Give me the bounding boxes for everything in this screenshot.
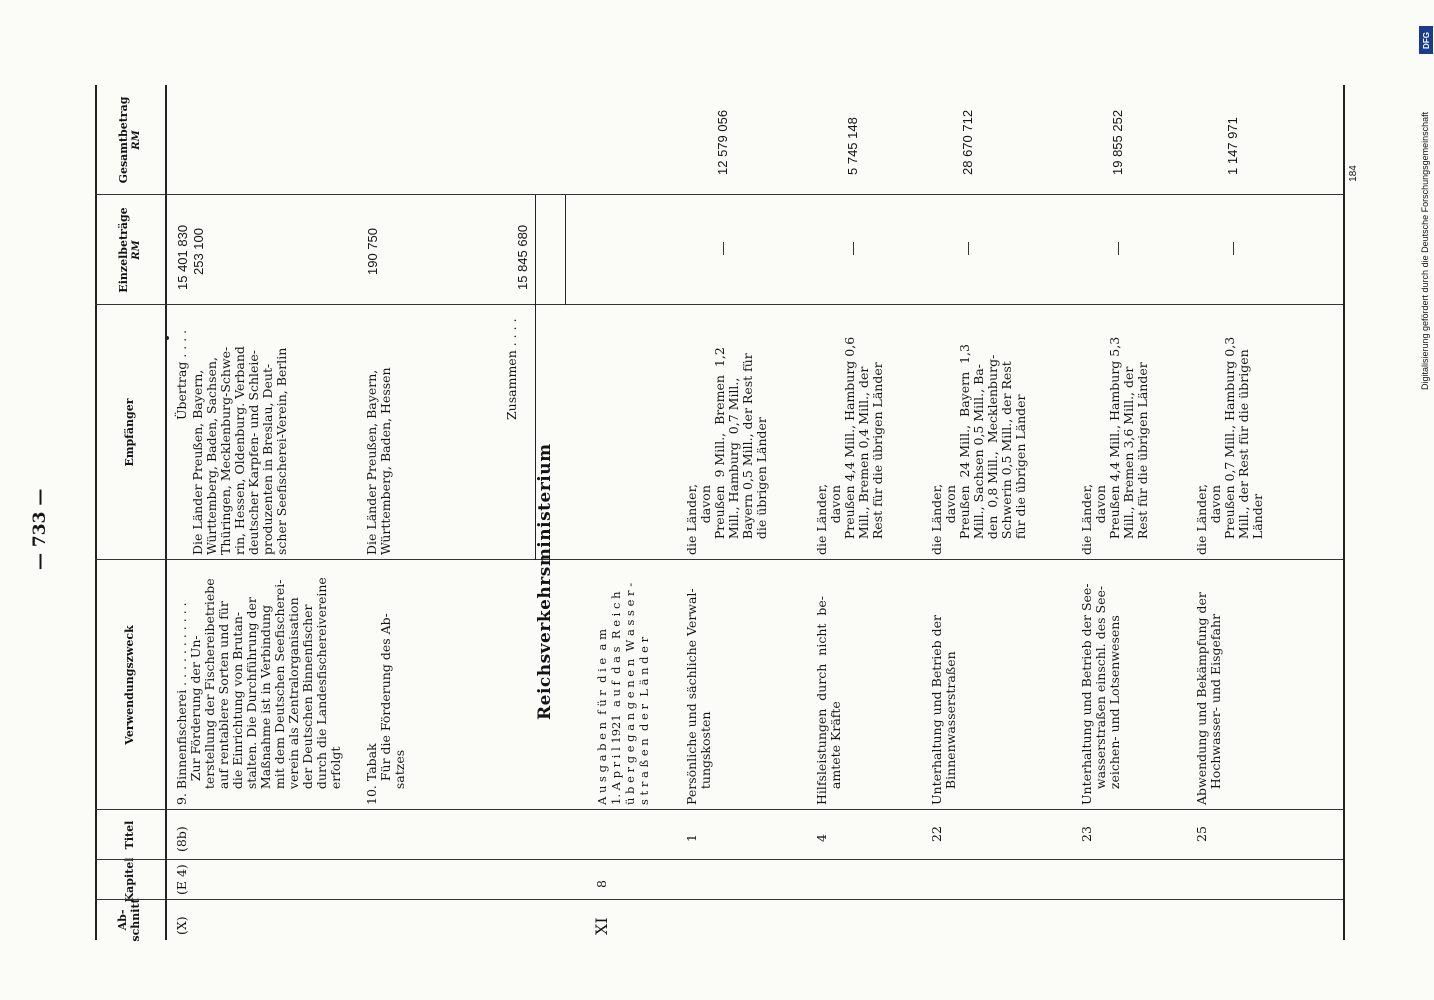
row4-titel: 4 — [814, 834, 829, 842]
row3-empfaenger: die Länder, davon Preußen 9 Mill., Bremen 1,2 Mill., Hamburg 0,7 Mill., Bayern 0,5 Mill., der Rest für die übrigen Länder — [684, 347, 769, 555]
row2-empfaenger: Die Länder Preußen, Bayern, Württemberg, Baden, Hessen — [364, 367, 393, 555]
sum-rule-2 — [565, 195, 566, 305]
row6-empfaenger: die Länder, davon Preußen 4,4 Mill., Hamburg 5,3 Mill., Bremen 3,6 Mill., der Rest für die übrigen Länder — [1079, 336, 1150, 555]
col-rule — [95, 194, 1343, 195]
col-rule — [95, 899, 1343, 900]
ministry-kapitel: 8 — [594, 880, 609, 888]
row1-einzel-2: 253 100 — [191, 228, 206, 275]
row3-titel: 1 — [684, 834, 699, 842]
row7-empfaenger: die Länder, davon Preußen 0,7 Mill., Hamburg 0,3 Mill., der Rest für die übrigen Länder — [1194, 336, 1265, 555]
header-gesamt — [95, 85, 165, 195]
row6-titel: 23 — [1079, 826, 1094, 842]
header-zweck: Verwendungszweck — [122, 625, 136, 745]
row4-einzel: — — [845, 242, 860, 255]
header-rule — [165, 85, 167, 940]
col-rule — [95, 809, 1343, 810]
row4-zweck: Hilfsleistungen durch nicht be- amtete Kräfte — [814, 596, 843, 805]
row6-einzel: — — [1110, 242, 1125, 255]
ministry-zweck: A u s g a b e n f ü r d i e a m 1. A p r i l 1921 a u f d a s R e i c h ü b e r g e g a n g e n e n W a s s e r - s t r a ß e n d e r L ä n d e r — [595, 582, 651, 805]
budget-table — [95, 60, 1395, 940]
row1-titel: (8b) — [174, 826, 189, 852]
row7-titel: 25 — [1194, 826, 1209, 842]
row4-gesamt: 5 745 148 — [845, 117, 860, 175]
top-rule — [95, 85, 97, 940]
row7-zweck: Abwendung und Bekämpfung der Hochwasser- und Eisgefahr — [1194, 592, 1223, 805]
col-rule — [95, 304, 1343, 305]
header-gesamt-unit: RM — [130, 130, 142, 150]
row7-gesamt: 1 147 971 — [1225, 117, 1240, 175]
row1-zweck: 9. Binnenfischerei . . . . . . . . . . . Zur Förderung der Un- terstellung der Fischereibetriebe auf rentablere Sorten und für die Einrichtung von Brutan- stalten. Die Durchführung der Maßnahme ist in Verbindung mit dem Deutschen Seefischerei- verein als Zentralorganisation der Deutschen Binnenfischer durch die Landesfischereivereine erfolgt — [174, 577, 343, 805]
row3-einzel: — — [715, 242, 730, 255]
row2-zweck: 10. Tabak Für die Förderung des Ab- satzes — [364, 613, 407, 805]
row5-einzel: — — [960, 242, 975, 255]
row1-kapitel: (E 4) — [174, 864, 189, 895]
row5-gesamt: 28 670 712 — [960, 109, 975, 175]
row3-gesamt: 12 579 056 — [715, 109, 730, 175]
header-empfaenger: Empfänger — [122, 398, 136, 467]
row1-empfaenger: Die Länder Preußen, Bayern, Württemberg, Baden, Sachsen, Thüringen, Mecklenburg-Schwe- rin, Hessen, Oldenburg. Verband deutscher Karpfen- und Schleie- produzenten in Breslau, Deut- scher Seefischerei-Verein, Berlin — [190, 346, 289, 555]
col-rule — [95, 559, 1343, 560]
row1-uebertrag: Übertrag . . . . — [174, 329, 189, 420]
header-einzel-label: Einzelbeträge — [116, 207, 130, 293]
row5-empfaenger: die Länder, davon Preußen 24 Mill., Bayern 1,3 Mill., Sachsen 0,5 Mill., Ba- den 0,8 Mill., Mecklenburg- Schwerin 0,5 Mill., der Rest für die übrigen Länder — [929, 344, 1028, 555]
bottom-rule — [1343, 85, 1345, 940]
row7-einzel: — — [1225, 242, 1240, 255]
ministry-abschnitt: XI — [592, 917, 611, 935]
side-credit — [1418, 20, 1434, 400]
row5-titel: 22 — [929, 826, 944, 842]
header-abschnitt: Ab- schnitt — [116, 898, 142, 942]
row1-einzel-1: 15 401 830 — [175, 224, 190, 290]
header-einzel — [95, 195, 165, 305]
row2-zusammen: Zusammen . . . . — [504, 318, 519, 420]
header-einzel-unit: RM — [130, 240, 142, 260]
row6-gesamt: 19 855 252 — [1110, 109, 1125, 175]
page-number: — 733 — — [30, 488, 50, 570]
header-kapitel: Kapitel — [122, 857, 136, 903]
ministry-name: Reichsverkehrsministerium — [535, 443, 555, 720]
header-gesamt-label: Gesamtbetrag — [116, 96, 130, 184]
row4-empfaenger: die Länder, davon Preußen 4,4 Mill., Hamburg 0,6 Mill., Bremen 0,4 Mill., der Rest für die übrigen Länder — [814, 336, 885, 555]
credit-text: Digitalisierung gefördert durch die Deutsche Forschungsgemeinschaft — [1420, 111, 1430, 390]
row6-zweck: Unterhaltung und Betrieb der See- wasserstraßen einschl. des See- zeichen- und Lotsenwesens — [1079, 583, 1122, 805]
dfg-logo: DFG — [1419, 26, 1433, 54]
sheet-number: 184 — [1347, 165, 1359, 182]
row1-abschnitt: (X) — [174, 916, 189, 935]
row5-zweck: Unterhaltung und Betrieb der Binnenwasserstraßen — [929, 615, 958, 805]
row3-zweck: Persönliche und sächliche Verwal- tungskosten — [684, 588, 713, 805]
row2-zusammen-betrag: 15 845 680 — [515, 224, 530, 290]
row2-einzel: 190 750 — [365, 228, 380, 275]
header-titel: Titel — [122, 820, 136, 850]
col-rule — [95, 859, 1343, 860]
